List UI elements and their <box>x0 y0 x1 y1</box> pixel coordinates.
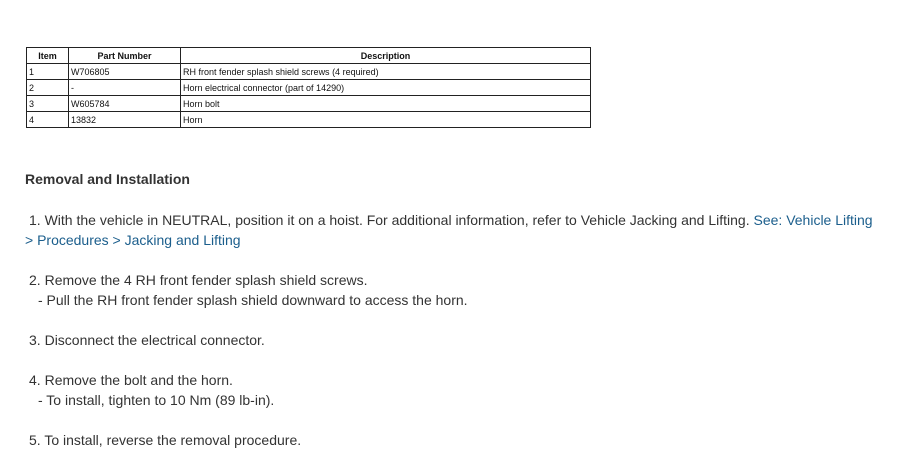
cell-part-number: - <box>69 80 181 96</box>
step-1 <box>25 210 895 250</box>
step-3 <box>25 330 895 350</box>
table-row <box>27 96 591 112</box>
table-row <box>27 64 591 80</box>
parts-table <box>26 47 591 128</box>
step-text: With the vehicle in NEUTRAL, position it on a hoist. For additional information, refer to Vehicle Jacking and Lifting. <box>44 212 750 228</box>
step-substep: - Pull the RH front fender splash shield downward to access the horn. <box>38 292 468 308</box>
step-number: 4. <box>29 372 41 388</box>
table-header-row <box>27 48 591 64</box>
step-number: 3. <box>29 332 41 348</box>
cell-description: Horn <box>181 112 591 128</box>
table-row <box>27 112 591 128</box>
step-text: Remove the 4 RH front fender splash shield screws. <box>44 272 368 288</box>
header-description: Description <box>181 48 591 64</box>
cell-description: Horn electrical connector (part of 14290) <box>181 80 591 96</box>
step-5 <box>25 430 895 450</box>
cell-item: 4 <box>27 112 69 128</box>
step-substep: - To install, tighten to 10 Nm (89 lb-in). <box>38 392 275 408</box>
step-number: 1. <box>29 212 41 228</box>
header-part-number: Part Number <box>69 48 181 64</box>
header-item: Item <box>27 48 69 64</box>
step-4 <box>25 370 895 410</box>
cell-item: 3 <box>27 96 69 112</box>
section-heading: Removal and Installation <box>25 171 190 187</box>
table-row <box>27 80 591 96</box>
step-number: 5. <box>29 432 41 448</box>
step-text: Disconnect the electrical connector. <box>44 332 265 348</box>
cell-part-number: 13832 <box>69 112 181 128</box>
cell-part-number: W706805 <box>69 64 181 80</box>
step-2 <box>25 270 895 310</box>
step-number: 2. <box>29 272 41 288</box>
cell-part-number: W605784 <box>69 96 181 112</box>
step-text: To install, reverse the removal procedure. <box>44 432 302 448</box>
vehicle-lifting-link-part1[interactable]: See: Vehicle Lifting <box>753 212 873 228</box>
cell-description: RH front fender splash shield screws (4 required) <box>181 64 591 80</box>
vehicle-lifting-link-part2[interactable]: > Procedures > Jacking and Lifting <box>25 232 241 248</box>
cell-item: 2 <box>27 80 69 96</box>
cell-item: 1 <box>27 64 69 80</box>
procedure-steps <box>25 210 895 470</box>
step-text: Remove the bolt and the horn. <box>44 372 233 388</box>
cell-description: Horn bolt <box>181 96 591 112</box>
